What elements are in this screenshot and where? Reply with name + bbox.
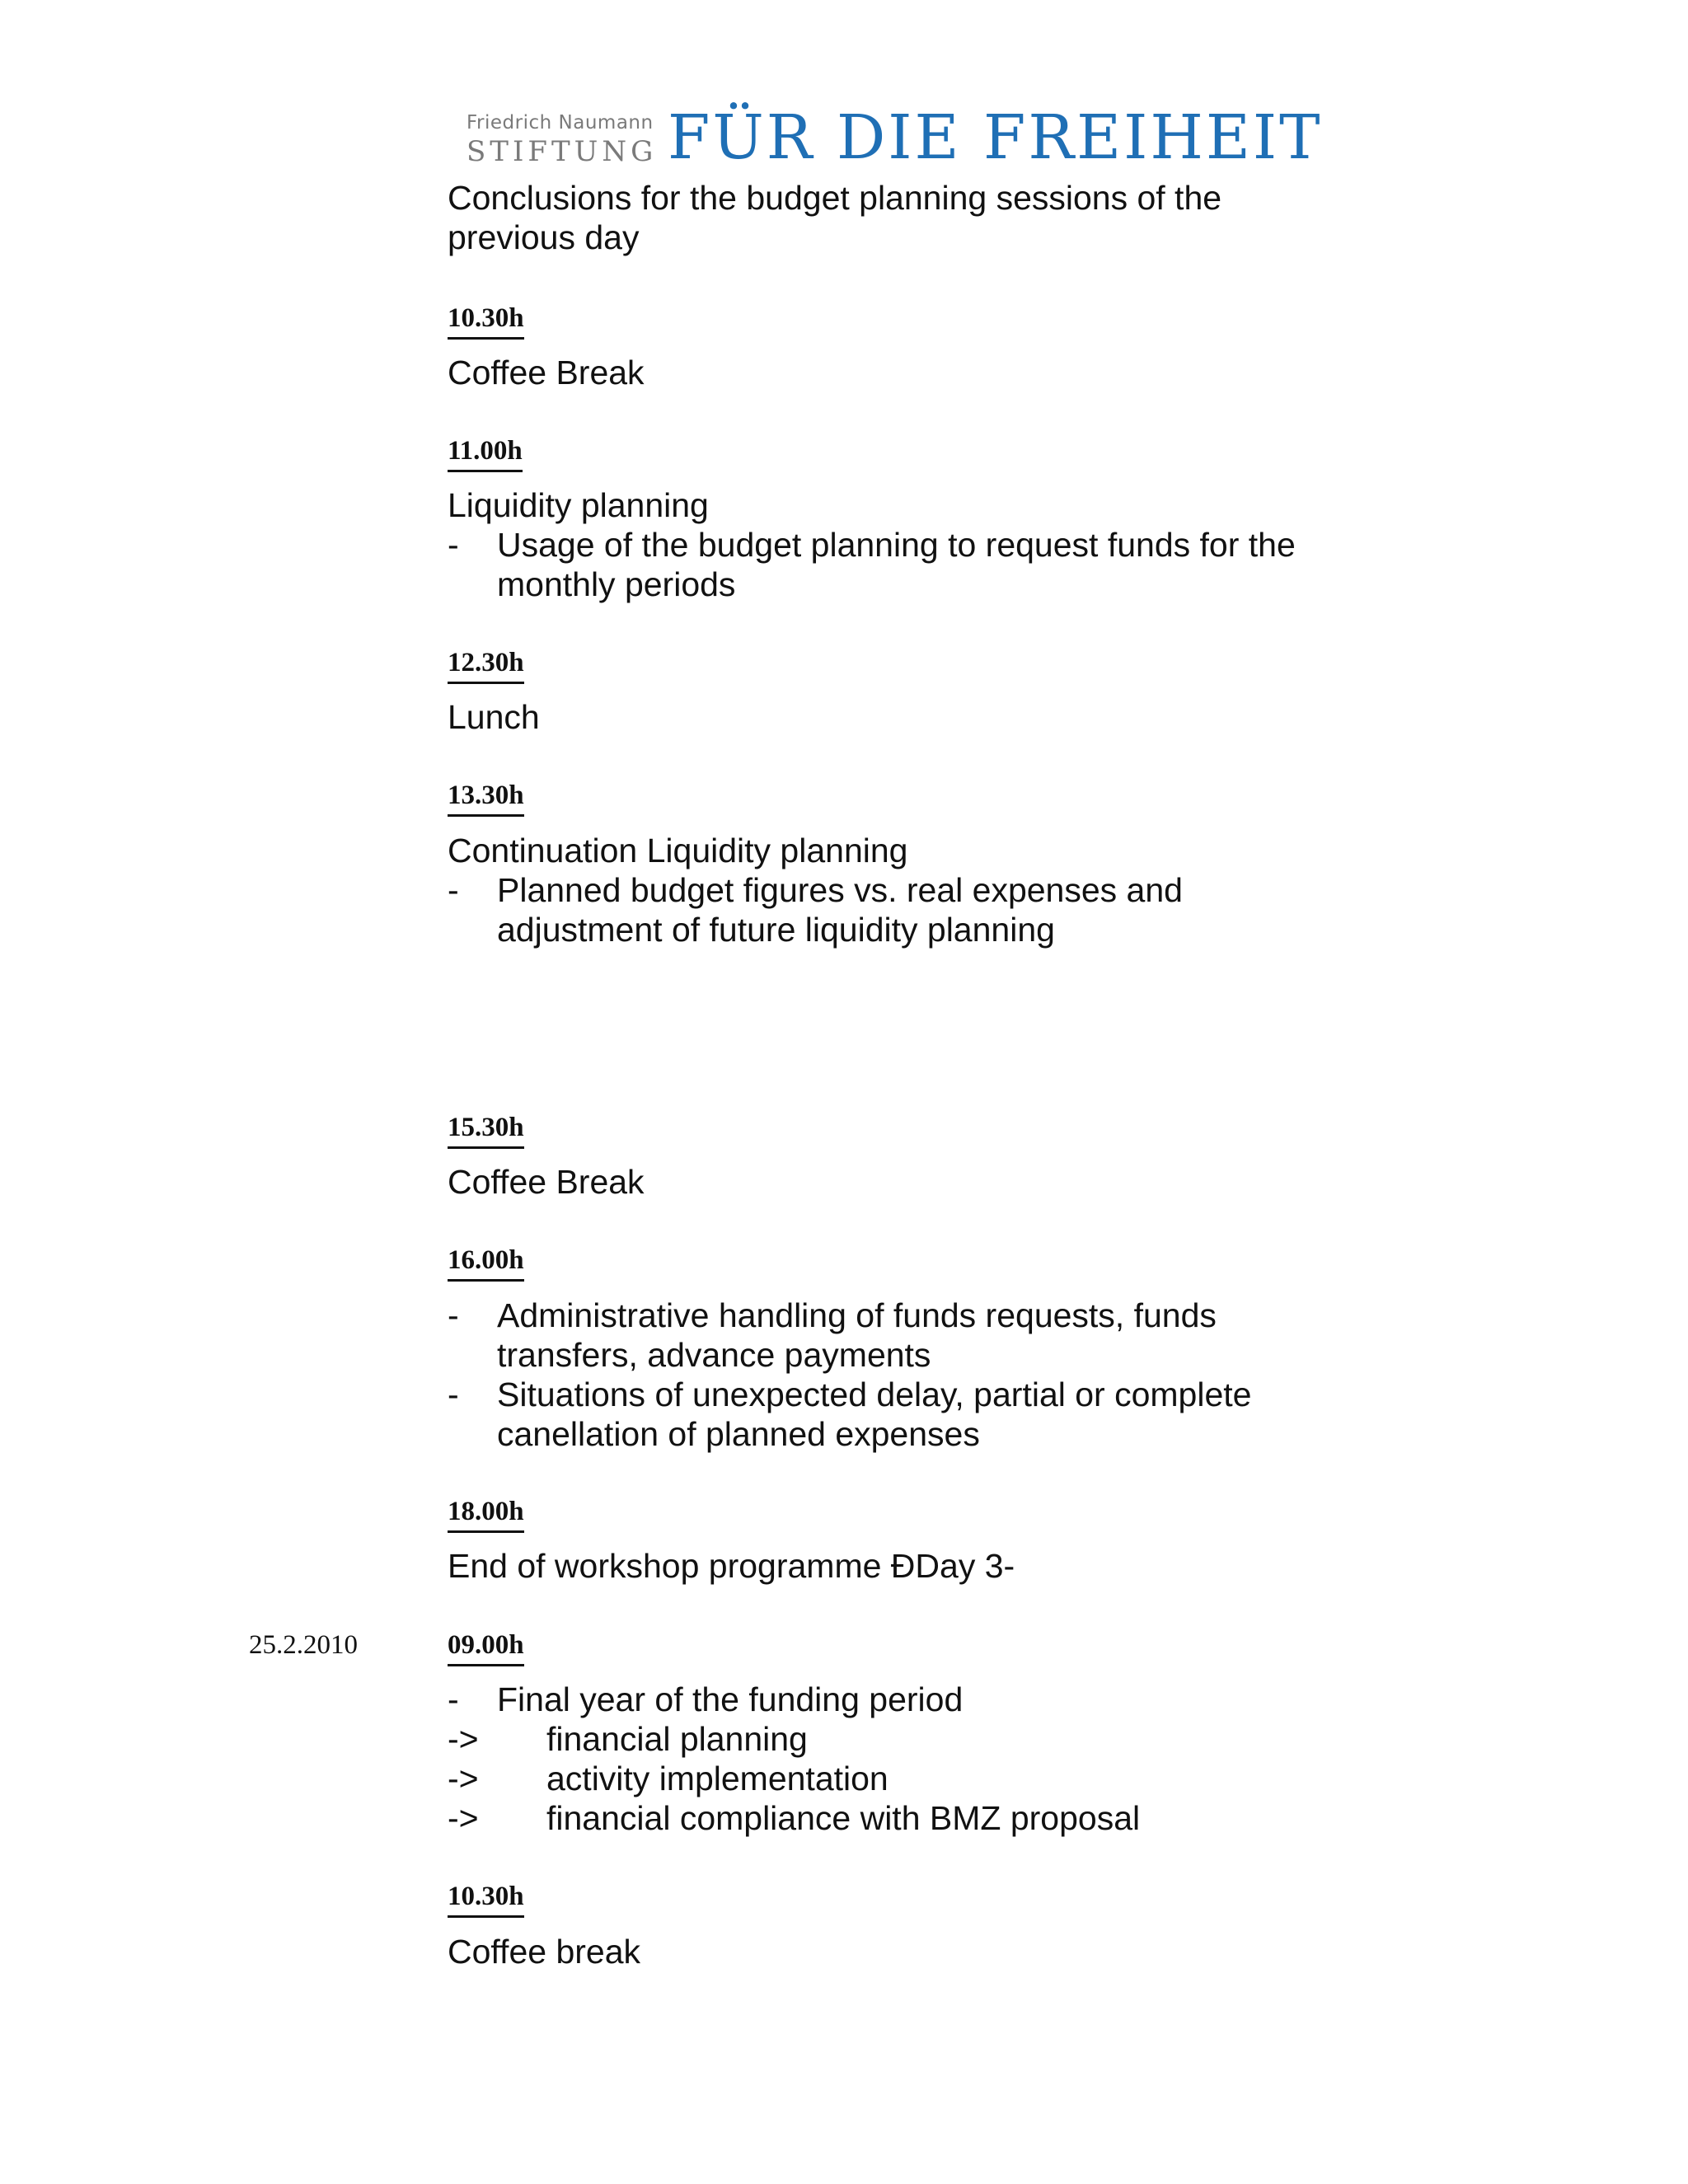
session-title-text: Coffee Break xyxy=(448,354,645,391)
session-title-text: Coffee break xyxy=(448,1933,641,1971)
session-funds-handling xyxy=(448,1296,1618,1454)
arrow-marker: -> xyxy=(448,1720,479,1758)
session-title-text: Continuation Liquidity planning xyxy=(448,832,908,869)
session-time: 09.00h xyxy=(448,1630,524,1666)
intro-line: Conclusions for the budget planning sessions of the xyxy=(448,179,1222,217)
logo-line1: Friedrich Naumann xyxy=(467,112,654,134)
bullet-marker: - xyxy=(448,1296,459,1334)
bullet-continuation xyxy=(448,910,1618,949)
bullet-item xyxy=(448,1375,1618,1414)
session-title xyxy=(448,1162,1618,1202)
arrow-item xyxy=(448,1798,1618,1838)
bullet-text: adjustment of future liquidity planning xyxy=(497,911,1055,949)
bullet-marker: - xyxy=(448,1680,459,1718)
intro-paragraph xyxy=(448,178,1618,257)
bullet-text: transfers, advance payments xyxy=(497,1336,931,1374)
arrow-marker: -> xyxy=(448,1760,479,1797)
bullet-continuation xyxy=(448,1414,1618,1454)
session-final-year xyxy=(448,1680,1618,1838)
bullet-text: Situations of unexpected delay, partial or complete xyxy=(497,1376,1252,1413)
logo-slogan: FÜR DIE FREIHEIT xyxy=(668,102,1323,173)
session-title-text: Liquidity planning xyxy=(448,486,709,524)
session-title-text: End of workshop programme ÐDay 3- xyxy=(448,1547,1015,1585)
bullet-text: canellation of planned expenses xyxy=(497,1415,980,1453)
intro-line: previous day xyxy=(448,218,640,256)
session-continuation-liquidity xyxy=(448,831,1618,949)
session-time: 15.30h xyxy=(448,1113,524,1149)
session-time: 10.30h xyxy=(448,1882,524,1918)
bullet-marker: - xyxy=(448,1376,459,1413)
session-time: 13.30h xyxy=(448,780,524,817)
bullet-item xyxy=(448,525,1618,565)
arrow-text: financial compliance with BMZ proposal xyxy=(546,1799,1141,1837)
bullet-text: Administrative handling of funds requests, funds xyxy=(497,1296,1217,1334)
session-time: 16.00h xyxy=(448,1245,524,1282)
arrow-text: activity implementation xyxy=(546,1760,889,1797)
bullet-text: Final year of the funding period xyxy=(497,1680,964,1718)
arrow-marker: -> xyxy=(448,1799,479,1837)
session-time: 18.00h xyxy=(448,1497,524,1533)
bullet-marker: - xyxy=(448,526,459,564)
bullet-continuation xyxy=(448,565,1618,604)
session-title xyxy=(448,697,1618,737)
session-time: 11.00h xyxy=(448,436,523,472)
session-time: 10.30h xyxy=(448,303,524,340)
session-title xyxy=(448,1932,1618,1971)
arrow-item xyxy=(448,1719,1618,1759)
session-time: 12.30h xyxy=(448,648,524,684)
bullet-text: Planned budget figures vs. real expenses and xyxy=(497,871,1183,909)
session-title xyxy=(448,353,1618,392)
logo-foundation-name xyxy=(467,112,658,168)
logo-line2: STIFTUNG xyxy=(467,135,658,168)
session-title-text: Coffee Break xyxy=(448,1163,645,1201)
session-title-text: Lunch xyxy=(448,698,540,736)
arrow-item xyxy=(448,1759,1618,1798)
day-date: 25.2.2010 xyxy=(249,1630,358,1660)
bullet-item xyxy=(448,1296,1618,1335)
session-liquidity-planning xyxy=(448,485,1618,604)
bullet-item xyxy=(448,1680,1618,1719)
arrow-text: financial planning xyxy=(546,1720,808,1758)
bullet-continuation xyxy=(448,1335,1618,1375)
session-title xyxy=(448,1546,1618,1586)
bullet-marker: - xyxy=(448,871,459,909)
bullet-text: monthly periods xyxy=(497,565,736,603)
bullet-text: Usage of the budget planning to request funds for the xyxy=(497,526,1296,564)
bullet-item xyxy=(448,870,1618,910)
